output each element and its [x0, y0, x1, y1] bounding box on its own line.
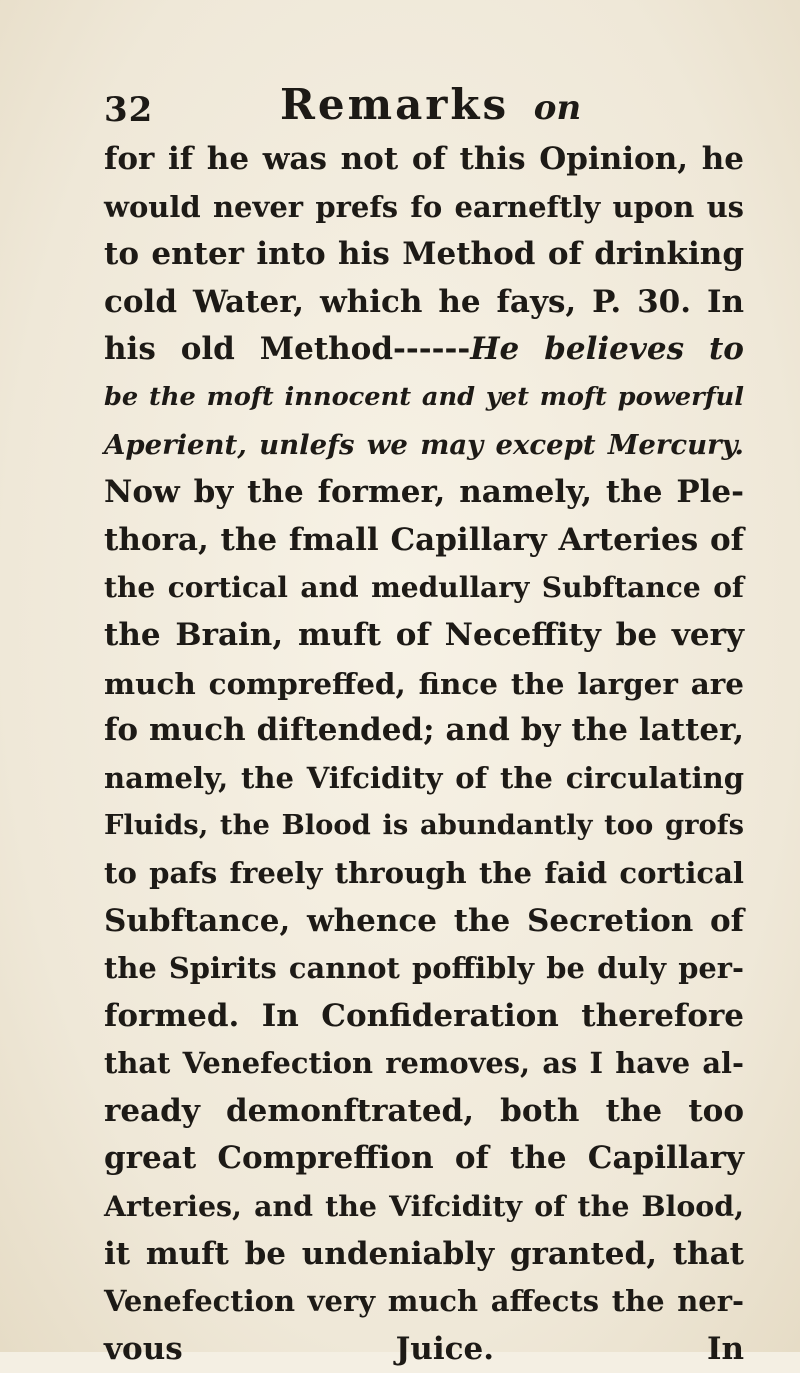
text-span: for if he was not of this Opinion, he	[104, 141, 744, 177]
running-head-italic: on	[533, 88, 582, 128]
text-line	[104, 898, 744, 946]
text-span: the cortical and medullary Subftance of	[104, 571, 744, 605]
text-line	[104, 517, 744, 565]
text-span: Arteries, and the Vifcidity of the Blood,	[104, 1189, 744, 1224]
text-line	[104, 945, 744, 993]
text-span: vous Juice. In	[104, 1330, 744, 1367]
text-span: namely, the Vifcidity of the circulating	[104, 760, 744, 795]
body-text	[104, 136, 744, 1373]
text-line	[104, 231, 744, 279]
text-line	[104, 1326, 744, 1373]
text-span: Now by the former, namely, the Ple-	[104, 474, 744, 511]
text-span: to pafs freely through the faid cortical	[104, 855, 744, 890]
text-line	[104, 707, 744, 755]
text-span: the Spirits cannot poffibly be duly per-	[104, 951, 744, 986]
text-span: Fluids, the Blood is abundantly too grofs	[104, 809, 744, 842]
text-span: thora, the fmall Capillary Arteries of	[104, 521, 744, 558]
text-line	[104, 326, 744, 374]
text-line	[104, 802, 744, 850]
text-span: cold Water, which he fays, P. 30. In	[104, 283, 744, 320]
italic-span: be the moft innocent and yet moft powerful	[104, 381, 744, 412]
text-span: that Venefection removes, as I have al-	[104, 1046, 744, 1081]
text-span: his old Method------	[104, 331, 471, 368]
page-header	[104, 78, 704, 134]
page-number: 32	[104, 90, 154, 130]
italic-span: Aperient, unlefs we may except Mercury.	[104, 428, 744, 461]
text-line	[104, 850, 744, 898]
running-head-title: Remarks	[280, 80, 510, 129]
text-line	[104, 660, 744, 708]
text-line	[104, 1135, 744, 1183]
text-line	[104, 564, 744, 612]
text-span: fo much diftended; and by the latter,	[104, 712, 744, 749]
text-line	[104, 184, 744, 232]
text-line	[104, 1231, 744, 1279]
text-line	[104, 612, 744, 660]
text-span: it muft be undeniably granted, that	[104, 1235, 744, 1272]
running-head	[280, 80, 581, 129]
text-span: the Brain, muft of Neceffity be very	[104, 616, 744, 653]
text-line	[104, 1183, 744, 1231]
text-line	[104, 279, 744, 327]
text-line	[104, 374, 744, 422]
text-line	[104, 1040, 744, 1088]
italic-span: He believes to	[470, 331, 744, 368]
text-line	[104, 755, 744, 803]
text-line	[104, 422, 744, 470]
text-line	[104, 1088, 744, 1136]
text-span: great Compreffion of the Capillary	[104, 1140, 744, 1177]
text-span: much compreffed, fince the larger are	[104, 665, 744, 701]
text-line	[104, 993, 744, 1041]
text-span: to enter into his Method of drinking	[104, 236, 744, 273]
text-span: would never prefs fo earneftly upon us	[104, 189, 744, 224]
text-span: Venefection very much affects the ner-	[104, 1284, 744, 1319]
text-span: ready demonftrated, both the too	[104, 1092, 744, 1129]
text-span: Subftance, whence the Secretion of	[104, 902, 744, 939]
text-line	[104, 136, 744, 184]
text-line	[104, 469, 744, 517]
text-span: formed. In Confideration therefore	[104, 997, 744, 1034]
text-line	[104, 1278, 744, 1326]
